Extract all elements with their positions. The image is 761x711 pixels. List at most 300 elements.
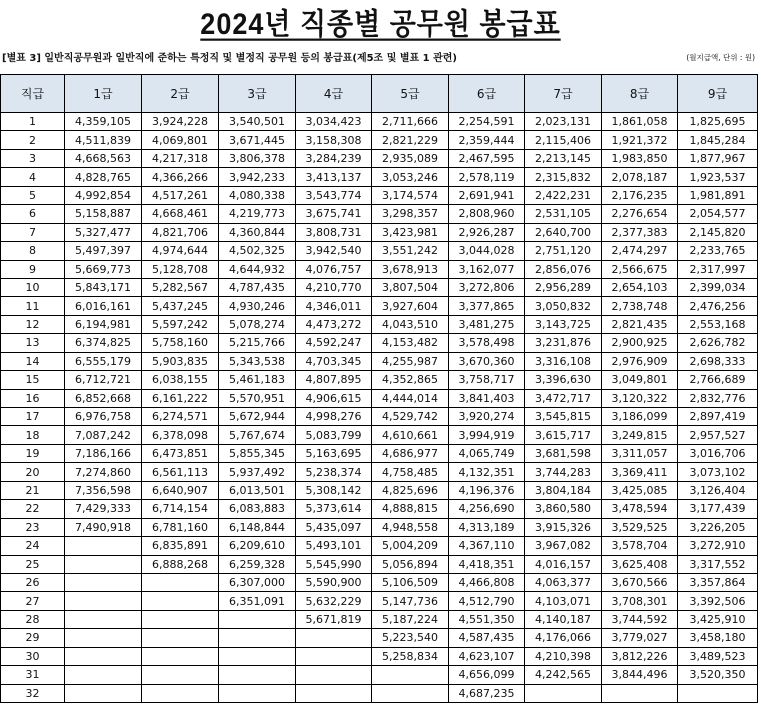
salary-cell: 3,670,360	[449, 352, 525, 370]
step-cell: 22	[1, 500, 65, 518]
salary-cell: 5,497,397	[65, 242, 142, 260]
salary-cell: 3,316,108	[525, 352, 602, 370]
step-cell: 4	[1, 168, 65, 186]
table-row	[1, 537, 758, 555]
salary-cell: 3,120,322	[602, 389, 678, 407]
salary-cell	[219, 629, 296, 647]
salary-cell: 5,843,171	[65, 278, 142, 296]
salary-cell: 5,128,708	[142, 260, 219, 278]
salary-cell: 2,254,591	[449, 113, 525, 131]
salary-cell	[296, 647, 372, 665]
table-row	[1, 684, 758, 702]
table-row	[1, 223, 758, 241]
salary-cell: 2,976,909	[602, 352, 678, 370]
salary-cell: 7,087,242	[65, 426, 142, 444]
step-cell: 7	[1, 223, 65, 241]
salary-cell: 3,298,357	[372, 205, 449, 223]
salary-cell: 5,437,245	[142, 297, 219, 315]
salary-cell: 3,675,741	[296, 205, 372, 223]
salary-cell: 5,373,614	[296, 500, 372, 518]
step-cell: 20	[1, 463, 65, 481]
salary-cell: 5,308,142	[296, 481, 372, 499]
header-grade: 1급	[65, 75, 142, 113]
step-cell: 13	[1, 334, 65, 352]
salary-cell: 3,841,403	[449, 389, 525, 407]
salary-cell: 4,360,844	[219, 223, 296, 241]
table-row	[1, 610, 758, 628]
table-row	[1, 371, 758, 389]
step-cell: 2	[1, 131, 65, 149]
salary-cell: 4,196,376	[449, 481, 525, 499]
salary-cell: 3,425,910	[678, 610, 758, 628]
salary-cell: 5,758,160	[142, 334, 219, 352]
salary-cell: 2,553,168	[678, 315, 758, 333]
salary-cell: 4,352,865	[372, 371, 449, 389]
salary-cell: 3,915,326	[525, 518, 602, 536]
salary-cell: 4,807,895	[296, 371, 372, 389]
salary-cell: 2,856,076	[525, 260, 602, 278]
salary-cell	[142, 629, 219, 647]
header-grade: 3급	[219, 75, 296, 113]
salary-cell: 4,418,351	[449, 555, 525, 573]
salary-cell	[142, 573, 219, 591]
salary-cell: 5,078,274	[219, 315, 296, 333]
table-row	[1, 113, 758, 131]
salary-cell: 5,343,538	[219, 352, 296, 370]
salary-cell	[142, 610, 219, 628]
salary-cell: 2,640,700	[525, 223, 602, 241]
salary-cell: 5,493,101	[296, 537, 372, 555]
salary-cell	[65, 537, 142, 555]
salary-cell: 4,687,235	[449, 684, 525, 702]
salary-cell: 3,758,717	[449, 371, 525, 389]
salary-cell: 2,654,103	[602, 278, 678, 296]
salary-cell: 2,213,145	[525, 149, 602, 167]
salary-cell	[219, 684, 296, 702]
salary-cell: 3,942,540	[296, 242, 372, 260]
salary-cell: 4,656,099	[449, 666, 525, 684]
salary-cell: 3,174,574	[372, 186, 449, 204]
salary-cell: 2,956,289	[525, 278, 602, 296]
salary-cell	[65, 647, 142, 665]
step-cell: 12	[1, 315, 65, 333]
step-cell: 24	[1, 537, 65, 555]
salary-cell: 3,249,815	[602, 426, 678, 444]
salary-cell: 3,670,566	[602, 573, 678, 591]
salary-cell: 6,016,161	[65, 297, 142, 315]
step-cell: 14	[1, 352, 65, 370]
table-row	[1, 500, 758, 518]
salary-cell: 3,272,910	[678, 537, 758, 555]
salary-cell: 2,377,383	[602, 223, 678, 241]
salary-cell	[65, 592, 142, 610]
salary-cell: 4,906,615	[296, 389, 372, 407]
header-grade: 9급	[678, 75, 758, 113]
salary-cell: 6,274,571	[142, 408, 219, 426]
salary-cell: 4,366,266	[142, 168, 219, 186]
header-grade: 7급	[525, 75, 602, 113]
salary-cell: 6,714,154	[142, 500, 219, 518]
salary-cell: 6,013,501	[219, 481, 296, 499]
salary-cell: 5,163,695	[296, 444, 372, 462]
salary-cell: 4,888,815	[372, 500, 449, 518]
salary-cell: 2,566,675	[602, 260, 678, 278]
salary-cell: 6,561,113	[142, 463, 219, 481]
salary-cell: 2,897,419	[678, 408, 758, 426]
salary-cell	[219, 647, 296, 665]
step-cell: 30	[1, 647, 65, 665]
salary-cell: 4,787,435	[219, 278, 296, 296]
salary-cell: 4,153,482	[372, 334, 449, 352]
salary-cell: 3,126,404	[678, 481, 758, 499]
salary-cell	[372, 684, 449, 702]
salary-cell: 3,392,506	[678, 592, 758, 610]
salary-cell: 2,935,089	[372, 149, 449, 167]
unit-note: (월지급액, 단위 : 원)	[686, 53, 755, 62]
salary-cell: 3,520,350	[678, 666, 758, 684]
salary-cell: 5,158,887	[65, 205, 142, 223]
salary-cell: 7,429,333	[65, 500, 142, 518]
salary-cell: 5,672,944	[219, 408, 296, 426]
step-cell: 3	[1, 149, 65, 167]
salary-cell: 4,242,565	[525, 666, 602, 684]
table-row	[1, 242, 758, 260]
salary-cell: 4,821,706	[142, 223, 219, 241]
salary-cell	[296, 684, 372, 702]
salary-cell: 3,927,604	[372, 297, 449, 315]
salary-cell: 4,016,157	[525, 555, 602, 573]
salary-cell: 5,435,097	[296, 518, 372, 536]
step-cell: 21	[1, 481, 65, 499]
salary-cell	[296, 666, 372, 684]
salary-cell: 4,529,742	[372, 408, 449, 426]
salary-cell: 6,148,844	[219, 518, 296, 536]
salary-cell	[219, 610, 296, 628]
salary-cell: 4,367,110	[449, 537, 525, 555]
salary-cell: 4,686,977	[372, 444, 449, 462]
salary-cell: 3,162,077	[449, 260, 525, 278]
salary-cell: 3,317,552	[678, 555, 758, 573]
salary-cell: 5,669,773	[65, 260, 142, 278]
table-row	[1, 352, 758, 370]
table-row	[1, 408, 758, 426]
salary-cell: 5,937,492	[219, 463, 296, 481]
salary-cell: 2,626,782	[678, 334, 758, 352]
salary-cell: 3,481,275	[449, 315, 525, 333]
salary-cell: 2,698,333	[678, 352, 758, 370]
table-row	[1, 260, 758, 278]
salary-cell: 3,231,876	[525, 334, 602, 352]
header-step: 직급	[1, 75, 65, 113]
salary-cell: 3,226,205	[678, 518, 758, 536]
salary-cell: 4,668,563	[65, 149, 142, 167]
salary-cell	[296, 629, 372, 647]
step-cell: 28	[1, 610, 65, 628]
salary-cell: 3,540,501	[219, 113, 296, 131]
salary-cell: 2,233,765	[678, 242, 758, 260]
salary-cell: 3,578,498	[449, 334, 525, 352]
salary-cell: 5,590,900	[296, 573, 372, 591]
salary-cell: 4,080,338	[219, 186, 296, 204]
salary-cell: 4,998,276	[296, 408, 372, 426]
salary-cell: 4,587,435	[449, 629, 525, 647]
step-cell: 6	[1, 205, 65, 223]
salary-cell: 3,458,180	[678, 629, 758, 647]
salary-cell: 4,948,558	[372, 518, 449, 536]
table-row	[1, 647, 758, 665]
salary-cell: 3,967,082	[525, 537, 602, 555]
salary-cell: 3,489,523	[678, 647, 758, 665]
salary-cell: 3,050,832	[525, 297, 602, 315]
table-row	[1, 205, 758, 223]
step-cell: 5	[1, 186, 65, 204]
step-cell: 11	[1, 297, 65, 315]
salary-cell: 7,490,918	[65, 518, 142, 536]
salary-cell: 3,143,725	[525, 315, 602, 333]
salary-cell: 5,461,183	[219, 371, 296, 389]
salary-cell: 4,176,066	[525, 629, 602, 647]
salary-cell: 3,804,184	[525, 481, 602, 499]
salary-cell: 4,444,014	[372, 389, 449, 407]
salary-cell: 3,545,815	[525, 408, 602, 426]
salary-cell: 6,852,668	[65, 389, 142, 407]
salary-cell: 4,346,011	[296, 297, 372, 315]
salary-cell: 4,511,839	[65, 131, 142, 149]
salary-cell	[142, 684, 219, 702]
step-cell: 29	[1, 629, 65, 647]
header-grade: 5급	[372, 75, 449, 113]
salary-cell: 6,640,907	[142, 481, 219, 499]
salary-cell: 3,049,801	[602, 371, 678, 389]
salary-cell: 5,004,209	[372, 537, 449, 555]
salary-cell	[65, 573, 142, 591]
salary-cell: 1,825,695	[678, 113, 758, 131]
salary-cell: 6,259,328	[219, 555, 296, 573]
salary-cell: 2,315,832	[525, 168, 602, 186]
salary-cell: 3,396,630	[525, 371, 602, 389]
step-cell: 8	[1, 242, 65, 260]
salary-cell: 2,691,941	[449, 186, 525, 204]
table-row	[1, 186, 758, 204]
salary-cell: 4,076,757	[296, 260, 372, 278]
salary-cell: 3,860,580	[525, 500, 602, 518]
salary-cell: 6,083,883	[219, 500, 296, 518]
table-row	[1, 131, 758, 149]
salary-cell: 1,845,284	[678, 131, 758, 149]
salary-cell: 4,644,932	[219, 260, 296, 278]
salary-cell: 4,623,107	[449, 647, 525, 665]
salary-cell: 3,158,308	[296, 131, 372, 149]
salary-cell: 3,744,283	[525, 463, 602, 481]
salary-cell: 3,844,496	[602, 666, 678, 684]
salary-cell: 4,103,071	[525, 592, 602, 610]
salary-cell: 3,625,408	[602, 555, 678, 573]
salary-cell: 4,758,485	[372, 463, 449, 481]
salary-cell: 6,209,610	[219, 537, 296, 555]
salary-cell: 4,219,773	[219, 205, 296, 223]
salary-cell: 2,474,297	[602, 242, 678, 260]
salary-cell: 5,903,835	[142, 352, 219, 370]
salary-cell: 3,311,057	[602, 444, 678, 462]
salary-cell	[602, 684, 678, 702]
table-row	[1, 629, 758, 647]
salary-cell: 5,215,766	[219, 334, 296, 352]
salary-cell: 5,570,951	[219, 389, 296, 407]
step-cell: 31	[1, 666, 65, 684]
step-cell: 26	[1, 573, 65, 591]
salary-cell: 2,751,120	[525, 242, 602, 260]
salary-cell: 4,210,398	[525, 647, 602, 665]
salary-cell: 2,359,444	[449, 131, 525, 149]
salary-cell: 3,671,445	[219, 131, 296, 149]
salary-cell: 3,920,274	[449, 408, 525, 426]
salary-cell: 6,555,179	[65, 352, 142, 370]
salary-cell: 3,472,717	[525, 389, 602, 407]
table-row	[1, 444, 758, 462]
salary-cell: 2,711,666	[372, 113, 449, 131]
salary-cell: 4,069,801	[142, 131, 219, 149]
salary-cell: 1,921,372	[602, 131, 678, 149]
table-header-row	[1, 75, 758, 113]
salary-cell: 3,551,242	[372, 242, 449, 260]
salary-cell: 7,356,598	[65, 481, 142, 499]
salary-cell: 6,781,160	[142, 518, 219, 536]
salary-cell: 6,351,091	[219, 592, 296, 610]
salary-cell: 2,738,748	[602, 297, 678, 315]
table-row	[1, 334, 758, 352]
salary-cell: 3,924,228	[142, 113, 219, 131]
salary-cell: 4,359,105	[65, 113, 142, 131]
salary-cell: 2,766,689	[678, 371, 758, 389]
salary-cell: 4,466,808	[449, 573, 525, 591]
salary-cell: 3,034,423	[296, 113, 372, 131]
salary-cell: 5,671,819	[296, 610, 372, 628]
table-row	[1, 518, 758, 536]
salary-cell: 3,708,301	[602, 592, 678, 610]
salary-cell: 6,038,155	[142, 371, 219, 389]
salary-cell: 4,825,696	[372, 481, 449, 499]
salary-cell: 3,284,239	[296, 149, 372, 167]
salary-cell: 5,258,834	[372, 647, 449, 665]
salary-cell: 4,502,325	[219, 242, 296, 260]
table-row	[1, 426, 758, 444]
table-row	[1, 481, 758, 499]
salary-cell: 6,161,222	[142, 389, 219, 407]
salary-cell: 6,307,000	[219, 573, 296, 591]
salary-cell: 1,923,537	[678, 168, 758, 186]
salary-cell: 3,369,411	[602, 463, 678, 481]
salary-cell: 4,256,690	[449, 500, 525, 518]
salary-cell: 4,930,246	[219, 297, 296, 315]
salary-cell: 4,592,247	[296, 334, 372, 352]
step-cell: 19	[1, 444, 65, 462]
table-row	[1, 573, 758, 591]
salary-cell: 3,044,028	[449, 242, 525, 260]
salary-cell: 2,399,034	[678, 278, 758, 296]
salary-cell: 3,478,594	[602, 500, 678, 518]
salary-cell: 3,272,806	[449, 278, 525, 296]
salary-cell: 3,177,439	[678, 500, 758, 518]
salary-cell	[65, 629, 142, 647]
salary-cell: 2,422,231	[525, 186, 602, 204]
step-cell: 25	[1, 555, 65, 573]
salary-cell: 3,413,137	[296, 168, 372, 186]
salary-cell: 4,473,272	[296, 315, 372, 333]
salary-cell: 2,808,960	[449, 205, 525, 223]
salary-cell: 3,578,704	[602, 537, 678, 555]
salary-cell	[142, 647, 219, 665]
salary-cell	[65, 555, 142, 573]
salary-cell: 3,806,378	[219, 149, 296, 167]
salary-table	[0, 74, 758, 703]
salary-cell: 5,855,345	[219, 444, 296, 462]
salary-cell: 2,023,131	[525, 113, 602, 131]
salary-cell: 5,282,567	[142, 278, 219, 296]
step-cell: 15	[1, 371, 65, 389]
page-title-wrap	[0, 2, 761, 41]
salary-cell: 3,812,226	[602, 647, 678, 665]
step-cell: 18	[1, 426, 65, 444]
salary-cell	[65, 666, 142, 684]
step-cell: 9	[1, 260, 65, 278]
salary-cell: 2,957,527	[678, 426, 758, 444]
salary-cell	[65, 610, 142, 628]
salary-cell: 5,147,736	[372, 592, 449, 610]
salary-cell: 6,378,098	[142, 426, 219, 444]
salary-cell: 4,551,350	[449, 610, 525, 628]
salary-cell: 5,597,242	[142, 315, 219, 333]
step-cell: 1	[1, 113, 65, 131]
salary-cell: 4,703,345	[296, 352, 372, 370]
salary-cell: 3,808,731	[296, 223, 372, 241]
salary-cell: 2,467,595	[449, 149, 525, 167]
salary-cell: 4,065,749	[449, 444, 525, 462]
salary-cell: 2,078,187	[602, 168, 678, 186]
salary-cell	[372, 666, 449, 684]
salary-cell	[219, 666, 296, 684]
table-row	[1, 555, 758, 573]
header-grade: 4급	[296, 75, 372, 113]
salary-cell: 4,313,189	[449, 518, 525, 536]
salary-cell: 7,186,166	[65, 444, 142, 462]
salary-cell: 5,767,674	[219, 426, 296, 444]
salary-cell: 2,115,406	[525, 131, 602, 149]
salary-cell: 3,543,774	[296, 186, 372, 204]
salary-cell: 5,083,799	[296, 426, 372, 444]
salary-cell: 3,073,102	[678, 463, 758, 481]
step-cell: 27	[1, 592, 65, 610]
header-grade: 2급	[142, 75, 219, 113]
salary-cell: 5,632,229	[296, 592, 372, 610]
table-row	[1, 463, 758, 481]
salary-cell: 2,900,925	[602, 334, 678, 352]
salary-cell: 4,210,770	[296, 278, 372, 296]
salary-cell	[142, 592, 219, 610]
salary-cell: 2,476,256	[678, 297, 758, 315]
step-cell: 10	[1, 278, 65, 296]
salary-cell: 1,983,850	[602, 149, 678, 167]
salary-cell: 3,053,246	[372, 168, 449, 186]
salary-cell: 2,821,229	[372, 131, 449, 149]
salary-cell: 4,043,510	[372, 315, 449, 333]
salary-cell: 5,545,990	[296, 555, 372, 573]
salary-cell: 5,223,540	[372, 629, 449, 647]
salary-cell: 3,615,717	[525, 426, 602, 444]
header-grade: 6급	[449, 75, 525, 113]
salary-cell: 5,238,374	[296, 463, 372, 481]
salary-cell: 4,217,318	[142, 149, 219, 167]
salary-cell: 4,828,765	[65, 168, 142, 186]
